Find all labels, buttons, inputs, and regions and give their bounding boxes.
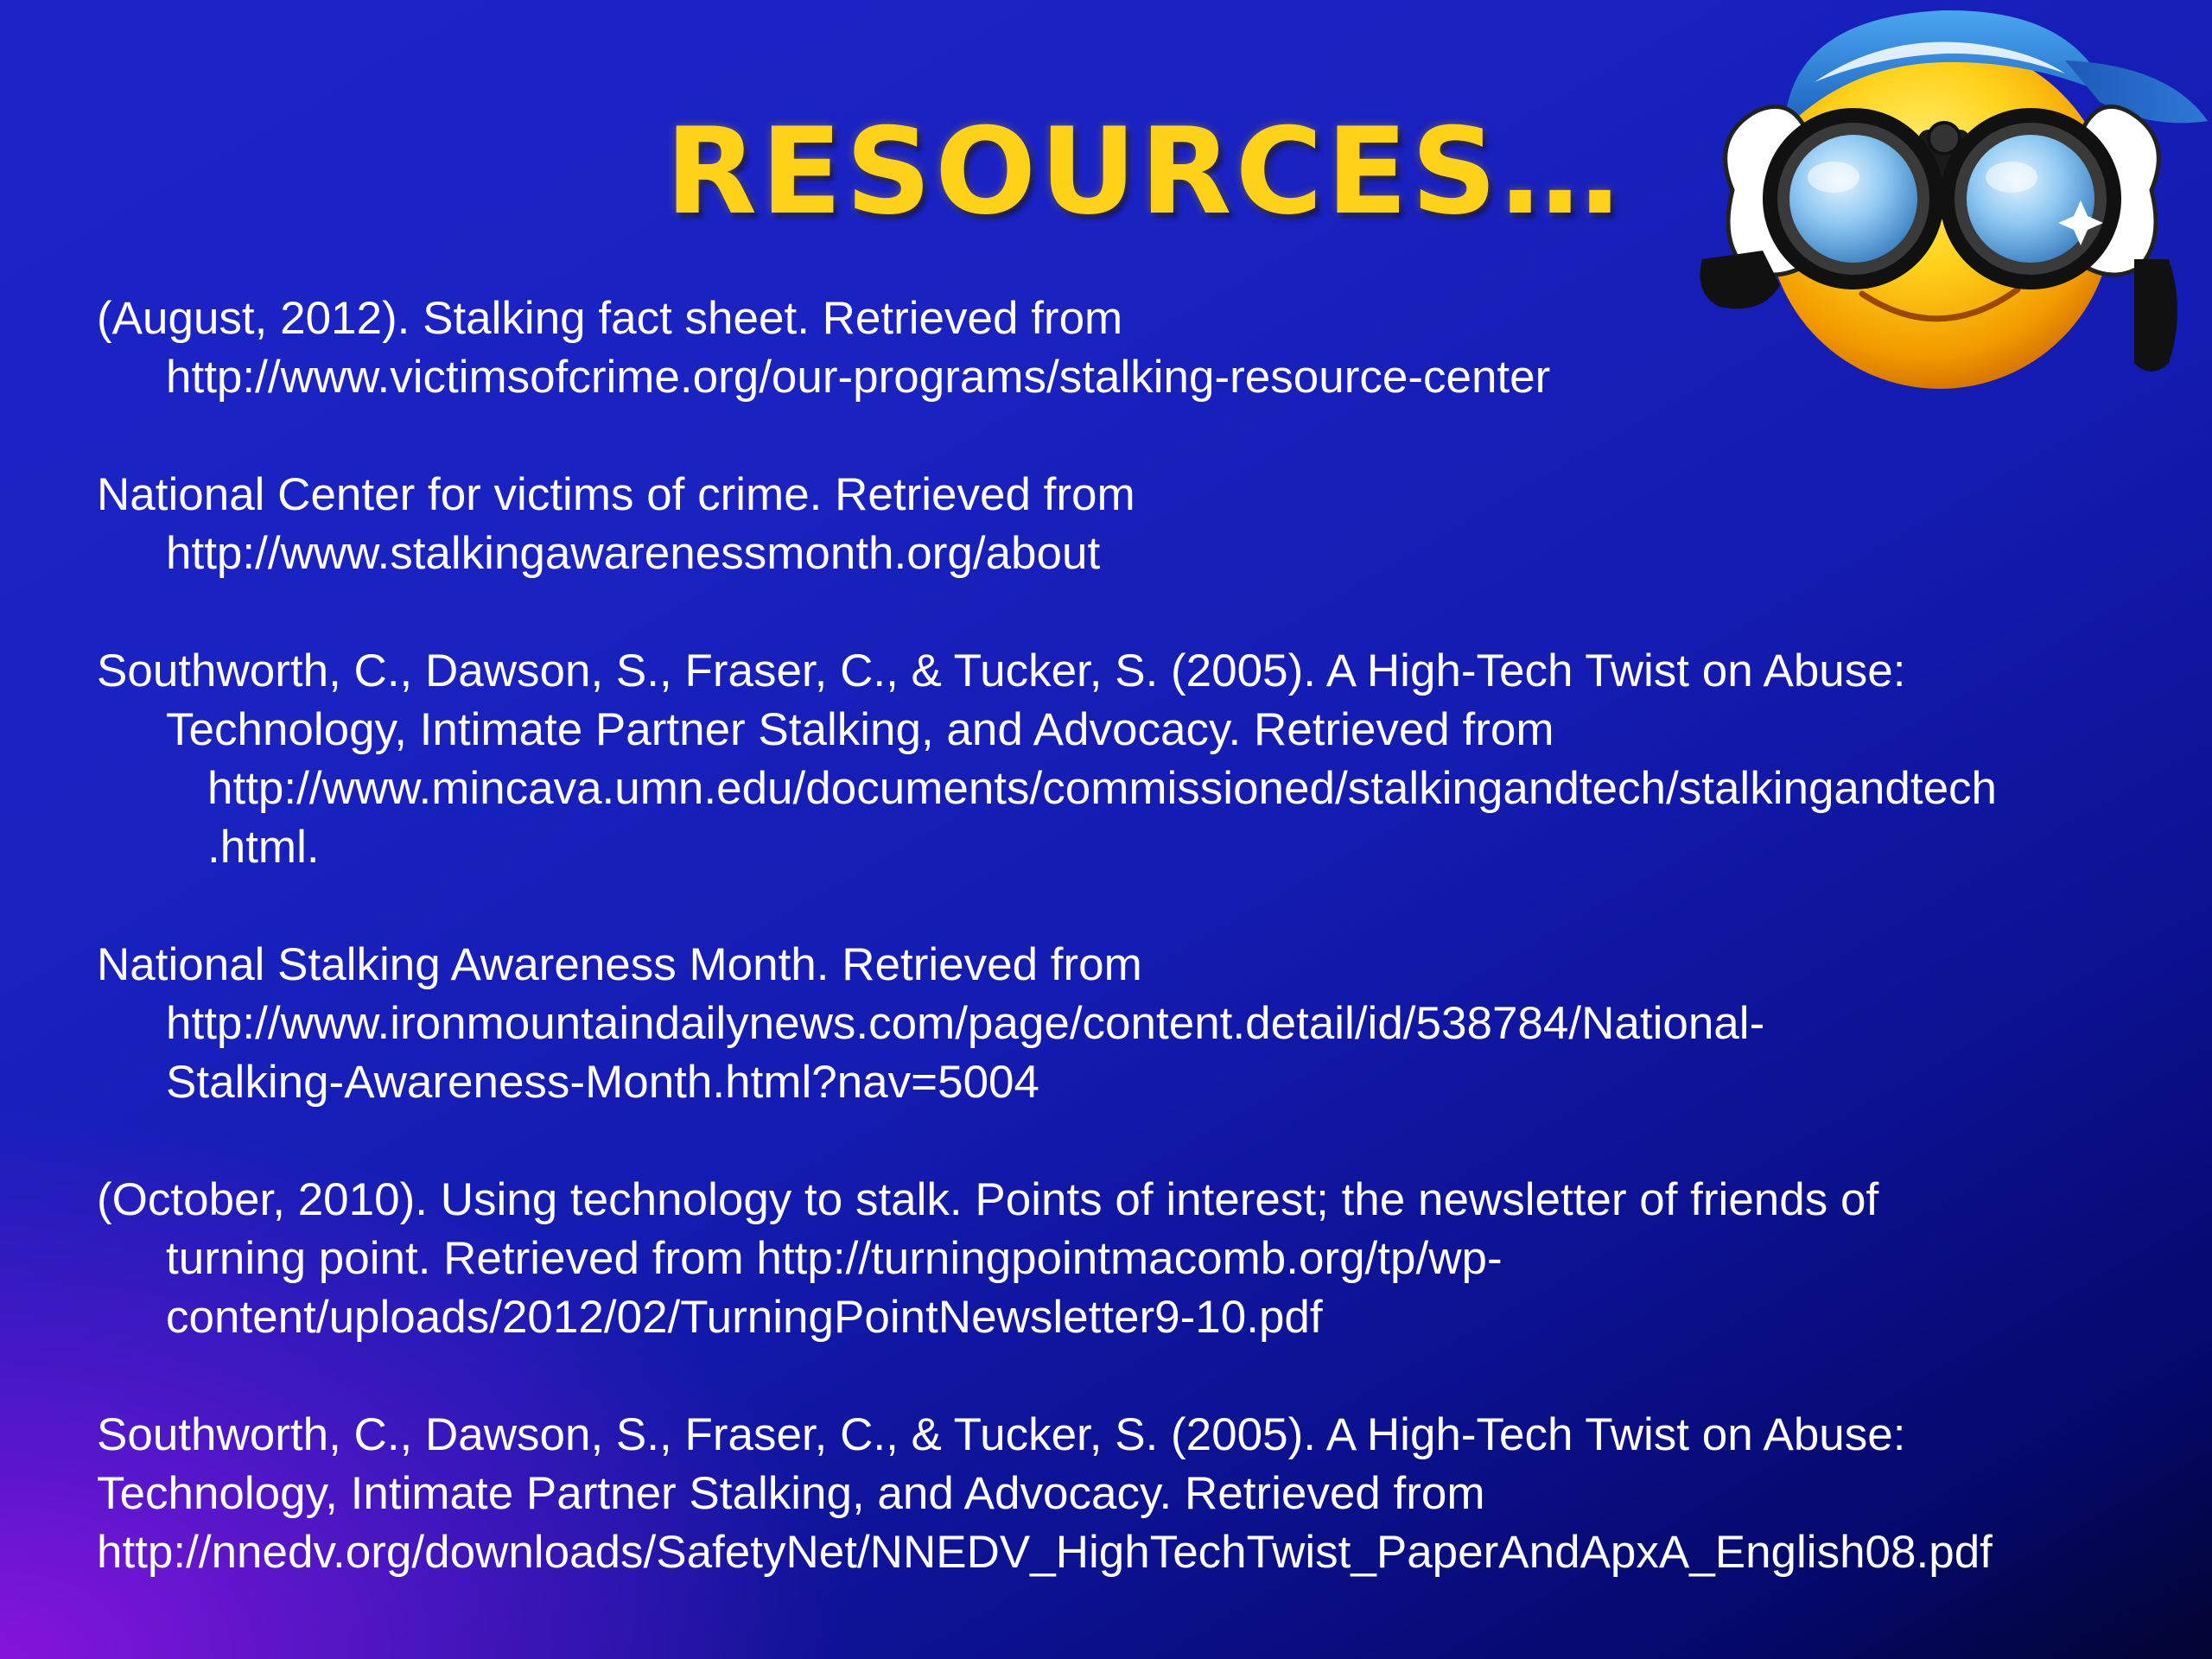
references-list <box>97 289 2136 1641</box>
reference-line: Technology, Intimate Partner Stalking, and Advocacy. Retrieved from <box>166 704 1554 755</box>
reference-url: http://www.mincava.umn.edu/documents/commissioned/stalkingandtech/stalkingandtech <box>207 763 1998 814</box>
reference-line: (October, 2010). Using technology to stalk. Points of interest; the newsletter of friends of <box>97 1174 1879 1225</box>
slide-title: RESOURCES… <box>665 102 1624 241</box>
reference-item <box>97 936 2136 1112</box>
reference-line: Southworth, C., Dawson, S., Fraser, C., & Tucker, S. (2005). A High-Tech Twist on Abuse: <box>97 645 1906 696</box>
reference-url: Stalking-Awareness-Month.html?nav=5004 <box>166 1057 1040 1108</box>
reference-item <box>97 1171 2136 1347</box>
reference-line: National Center for victims of crime. Retrieved from <box>97 469 1135 520</box>
reference-line: (August, 2012). Stalking fact sheet. Retrieved from <box>97 293 1123 344</box>
reference-item <box>97 1406 2136 1582</box>
reference-url: content/uploads/2012/02/TurningPointNewsletter9-10.pdf <box>166 1292 1323 1343</box>
reference-url: .html. <box>207 822 320 873</box>
reference-item <box>97 289 2136 407</box>
reference-url: http://www.stalkingawarenessmonth.org/about <box>166 528 1101 579</box>
reference-line: Southworth, C., Dawson, S., Fraser, C., & Tucker, S. (2005). A High-Tech Twist on Abuse: <box>97 1409 1906 1460</box>
reference-item <box>97 642 2136 877</box>
reference-line: turning point. Retrieved from http://turningpointmacomb.org/tp/wp- <box>166 1233 1503 1284</box>
reference-item <box>97 466 2136 583</box>
reference-line: National Stalking Awareness Month. Retrieved from <box>97 939 1142 990</box>
reference-url: http://nnedv.org/downloads/SafetyNet/NNEDV_HighTechTwist_PaperAndApxA_English08.pdf <box>97 1527 1993 1578</box>
reference-url: http://www.victimsofcrime.org/our-programs/stalking-resource-center <box>166 352 1551 403</box>
reference-line: Technology, Intimate Partner Stalking, and Advocacy. Retrieved from <box>97 1468 1485 1519</box>
reference-url: http://www.ironmountaindailynews.com/page/content.detail/id/538784/National- <box>166 998 1765 1049</box>
